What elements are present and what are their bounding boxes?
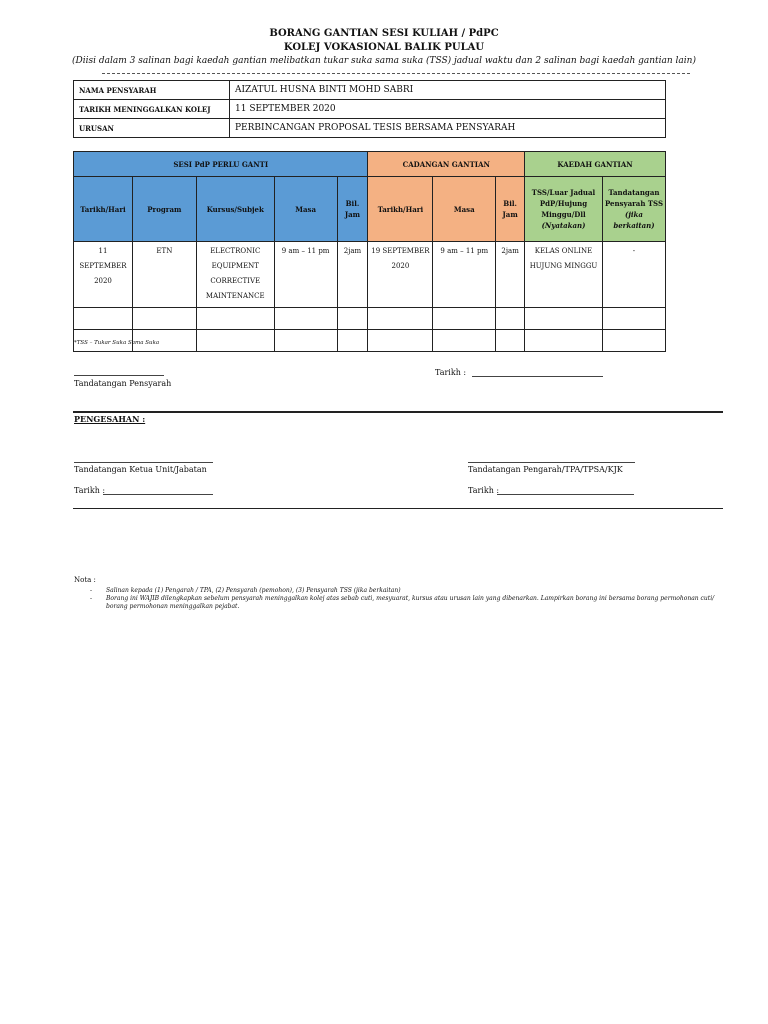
table-row <box>74 330 666 352</box>
col-cadangan-bil-header: Bil. Jam <box>496 177 525 242</box>
col-tss-label: TSS/Luar Jadual PdP/Hujung Minggu/Dll <box>531 188 596 219</box>
group-header-row <box>74 152 666 177</box>
col-ttd-note: (jika berkaitan) <box>613 210 655 230</box>
empty-cell[interactable] <box>602 308 665 330</box>
college-name: KOLEJ VOKASIONAL BALIK PULAU <box>283 42 485 53</box>
col-tss-header <box>525 177 603 242</box>
list-dash: - <box>90 595 93 602</box>
nota-item-text: Borang ini WAJIB dilengkapkan sebelum pensyarah meninggalkan kolej atas sebab cuti, mesyuarat, kursus atau urusan lain yang dibenarkan. Lampirkan borang ini bersama borang permohonan cuti/ borang permohonan meninggalkan pejabat. <box>106 595 715 610</box>
info-label: NAMA PENSYARAH <box>74 81 230 100</box>
group-kaedah-header: KAEDAH GANTIAN <box>525 152 666 177</box>
tss-footnote: *TSS – Tukar Suka Sama Suka <box>74 340 160 346</box>
section-divider <box>73 508 723 509</box>
empty-cell[interactable] <box>368 330 433 352</box>
empty-cell[interactable] <box>132 308 196 330</box>
col-tarikh-header: Tarikh/Hari <box>74 177 133 242</box>
group-cadangan-header: CADANGAN GANTIAN <box>368 152 525 177</box>
empty-cell[interactable] <box>525 330 603 352</box>
info-row-tarikh <box>74 100 666 119</box>
leave-date-field[interactable]: 11 SEPTEMBER 2020 <box>230 100 666 119</box>
empty-cell[interactable] <box>525 308 603 330</box>
lecturer-info-table <box>73 80 666 138</box>
director-date-label: Tarikh : <box>468 486 500 495</box>
empty-cell[interactable] <box>496 308 525 330</box>
cell-kursus[interactable]: ELECTRONIC EQUIPMENT CORRECTIVE MAINTENANCE <box>196 242 274 308</box>
form-title: BORANG GANTIAN SESI KULIAH / PdPC <box>269 28 499 39</box>
info-row-urusan <box>74 119 666 138</box>
column-header-row <box>74 177 666 242</box>
empty-cell[interactable] <box>368 308 433 330</box>
empty-cell[interactable] <box>196 308 274 330</box>
table-row <box>74 242 666 308</box>
cell-masa[interactable]: 9 am – 11 pm <box>274 242 337 308</box>
cell-kaedah[interactable]: KELAS ONLINE HUJUNG MINGGU <box>525 242 603 308</box>
signature-date-line[interactable] <box>472 376 603 377</box>
director-signature-label: Tandatangan Pengarah/TPA/TPSA/KJK <box>468 465 623 474</box>
info-label: TARIKH MENINGGALKAN KOLEJ <box>74 100 230 119</box>
head-signature-line[interactable] <box>74 462 213 463</box>
empty-cell[interactable] <box>602 330 665 352</box>
nota-item-text: Salinan kepada (1) Pengarah / TPA, (2) Pensyarah (pemohon), (3) Pensyarah TSS (jika berkaitan) <box>106 587 401 594</box>
lecturer-signature-line[interactable] <box>74 375 164 376</box>
col-ttd-header <box>602 177 665 242</box>
replacement-table <box>73 151 666 352</box>
nota-title: Nota : <box>74 576 96 584</box>
head-date-label: Tarikh : <box>74 486 106 495</box>
list-item <box>90 595 730 611</box>
form-instruction: (Diisi dalam 3 salinan bagi kaedah gantian melibatkan tukar suka sama suka (TSS) jadual waktu dan 2 salinan bagi kaedah gantian lain) <box>72 56 696 66</box>
info-row-nama <box>74 81 666 100</box>
cell-program[interactable]: ETN <box>132 242 196 308</box>
cell-ttd[interactable]: - <box>602 242 665 308</box>
empty-cell[interactable] <box>433 308 496 330</box>
list-dash: - <box>90 587 93 594</box>
lecturer-signature-label: Tandatangan Pensyarah <box>74 379 172 388</box>
cell-cadangan-masa[interactable]: 9 am – 11 pm <box>433 242 496 308</box>
col-cadangan-tarikh-header: Tarikh/Hari <box>368 177 433 242</box>
col-tss-note: (Nyatakan) <box>541 221 586 230</box>
col-kursus-header: Kursus/Subjek <box>196 177 274 242</box>
empty-cell[interactable] <box>337 330 368 352</box>
purpose-field[interactable]: PERBINCANGAN PROPOSAL TESIS BERSAMA PENSYARAH <box>230 119 666 138</box>
col-masa-header: Masa <box>274 177 337 242</box>
col-cadangan-masa-header: Masa <box>433 177 496 242</box>
signature-date-label: Tarikh : <box>435 368 467 377</box>
head-signature-label: Tandatangan Ketua Unit/Jabatan <box>74 465 207 474</box>
col-ttd-label: Tandatangan Pensyarah TSS <box>604 188 664 208</box>
list-item <box>90 587 730 595</box>
cell-cadangan-bil[interactable]: 2jam <box>496 242 525 308</box>
section-divider <box>73 411 723 413</box>
empty-cell[interactable] <box>274 308 337 330</box>
col-bil-header: Bil. Jam <box>337 177 368 242</box>
pengesahan-title: PENGESAHAN : <box>74 414 146 424</box>
empty-cell[interactable] <box>274 330 337 352</box>
empty-cell[interactable] <box>496 330 525 352</box>
group-sesi-header: SESI PdP PERLU GANTI <box>74 152 368 177</box>
empty-cell[interactable] <box>196 330 274 352</box>
director-signature-line[interactable] <box>468 462 635 463</box>
cell-tarikh[interactable]: 11 SEPTEMBER 2020 <box>74 242 133 308</box>
empty-cell[interactable] <box>74 308 133 330</box>
cell-cadangan-tarikh[interactable]: 19 SEPTEMBER 2020 <box>368 242 433 308</box>
cell-bil[interactable]: 2jam <box>337 242 368 308</box>
table-row <box>74 308 666 330</box>
header-divider <box>102 73 690 74</box>
info-label: URUSAN <box>74 119 230 138</box>
director-date-line[interactable] <box>497 494 634 495</box>
empty-cell[interactable] <box>337 308 368 330</box>
lecturer-name-field[interactable]: AIZATUL HUSNA BINTI MOHD SABRI <box>230 81 666 100</box>
head-date-line[interactable] <box>103 494 213 495</box>
nota-list <box>90 587 730 611</box>
col-program-header: Program <box>132 177 196 242</box>
empty-cell[interactable] <box>433 330 496 352</box>
